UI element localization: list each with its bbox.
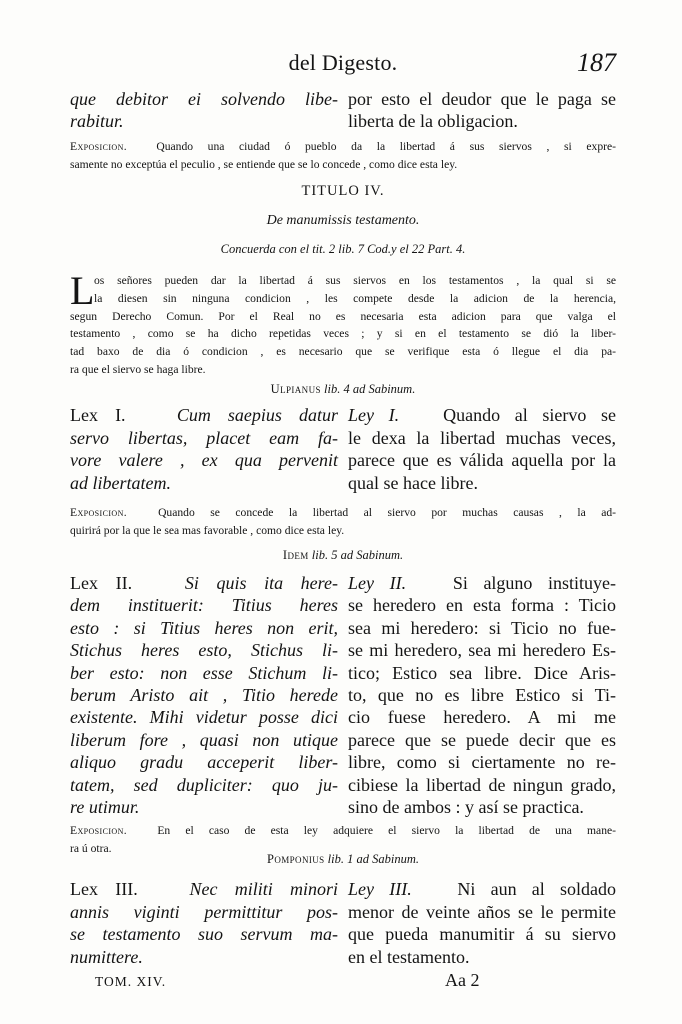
- spanish-line: le dexa la libertad muchas veces,: [348, 427, 616, 448]
- spanish-line: tico; Estico sea libre. Dice Aris-: [348, 662, 616, 683]
- source-author: Ulpianus: [270, 382, 321, 396]
- running-title: del Digesto.: [288, 50, 398, 75]
- intro-line: testamento , como se ha dicho repetidas veces ; y si en el testamento se dió la liber-: [70, 327, 616, 341]
- source-reference: [70, 548, 616, 563]
- spanish-line: menor de veinte años se le permite: [348, 901, 616, 922]
- latin-line: ad libertatem.: [70, 472, 171, 493]
- spanish-line: cio fuese heredero. A mi me: [348, 707, 616, 728]
- spanish-column: [348, 878, 616, 968]
- spanish-line: liberta de la obligacion.: [348, 111, 518, 131]
- latin-line: se testamento suo servum ma-: [70, 924, 338, 944]
- law-number: Ley I.: [348, 405, 400, 425]
- exposition-line: ra ú otra.: [70, 841, 112, 855]
- exposition-label: Exposicion.: [70, 506, 128, 519]
- latin-line: berum Aristo ait , Titio herede: [70, 685, 338, 706]
- exposition-label: Exposicion.: [70, 824, 128, 837]
- section-heading: TITULO IV.: [301, 183, 385, 199]
- latin-line: Lex II. Si quis ita here-: [70, 573, 338, 593]
- latin-line: vore valere , ex qua pervenit: [70, 450, 338, 470]
- page-number: 187: [577, 48, 616, 77]
- latin-line: liberum fore , quasi non utique: [70, 729, 338, 750]
- source-reference: [70, 382, 616, 397]
- latin-line: Stichus heres esto, Stichus li-: [70, 640, 338, 661]
- latin-line: tatem, sed dupliciter: quo ju-: [70, 774, 338, 795]
- exposition-line: Exposicion. En el caso de esta ley adquiere el siervo la libertad de una mane-: [70, 824, 617, 837]
- intro-line: segun Derecho Comun. Por el Real no es necesaria esta adicion para que valga el: [70, 309, 616, 323]
- spanish-line: en el testamento.: [348, 946, 470, 967]
- spanish-line: se heredero en esta forma : Ticio: [348, 595, 616, 616]
- latin-line: esto : si Titius heres non erit,: [70, 617, 338, 638]
- source-work: lib. 5 ad Sabinum.: [311, 548, 404, 562]
- spanish-line: cibiese la libertad de ningun grado,: [348, 774, 616, 795]
- exposition: [70, 138, 616, 173]
- latin-column: [70, 404, 338, 494]
- latin-line: existente. Mihi videtur posse dici: [70, 707, 338, 728]
- latin-line: que debitor ei solvendo libe-: [70, 89, 338, 109]
- spanish-line: parece que es válida aquella por la: [348, 450, 616, 470]
- volume-marker: TOM. XIV.: [95, 974, 167, 989]
- spanish-line: Ley I. Quando al siervo se: [348, 405, 617, 425]
- top-continuation: [70, 88, 616, 132]
- latin-line: servo libertas, placet eam fa-: [70, 427, 338, 448]
- latin-line: ber esto: non esse Stichum li-: [70, 662, 338, 683]
- spanish-line: por esto el deudor que le paga se: [348, 89, 616, 109]
- spanish-line: Ley III. Ni aun al soldado: [348, 879, 616, 899]
- latin-line: annis viginti permittitur pos-: [70, 901, 338, 922]
- latin-line: numittere.: [70, 946, 143, 967]
- spanish-line: libre, como si ciertamente no re-: [348, 752, 616, 773]
- intro-paragraph: [70, 268, 616, 379]
- latin-column: [70, 88, 338, 132]
- drop-cap: L: [70, 268, 95, 313]
- section-subtitle: De manumissis testamento.: [266, 213, 420, 228]
- spanish-column: [348, 88, 616, 132]
- latin-column: [70, 878, 338, 968]
- latin-line: re utimur.: [70, 797, 140, 818]
- source-reference: [70, 852, 616, 867]
- spanish-line: parece que se puede decir que es: [348, 729, 616, 750]
- latin-line: dem instituerit: Titius heres: [70, 595, 338, 616]
- exposition-line: Exposicion. Quando se concede la libertad al siervo por muchas causas , la ad-: [70, 506, 617, 519]
- spanish-line: que pueda manumitir á su siervo: [348, 924, 616, 944]
- law-number: Lex III.: [70, 879, 138, 899]
- signature-mark: Aa 2: [445, 970, 480, 990]
- spanish-column: [348, 572, 616, 818]
- latin-column: [70, 572, 338, 818]
- running-head: [70, 50, 616, 80]
- law-number: Ley III.: [348, 879, 412, 899]
- spanish-line: qual se hace libre.: [348, 472, 478, 493]
- exposition-line: samente no exceptúa el peculio , se entiende que se lo concede , como dice esta ley.: [70, 157, 458, 171]
- spanish-line: sea mi heredero: si Ticio no fue-: [348, 617, 616, 638]
- latin-line: aliquo gradu acceperit liber-: [70, 752, 338, 773]
- spanish-line: se mi heredero, sea mi heredero Es-: [348, 640, 616, 661]
- intro-line: os señores pueden dar la libertad á sus siervos en los testamentos , la qual si se: [94, 274, 616, 287]
- intro-line: la diesen sin ninguna condicion , les compete desde la adicion de la herencia,: [94, 291, 616, 305]
- source-author: Idem: [282, 548, 309, 562]
- concordance-note: Concuerda con el tit. 2 lib. 7 Cod.y el 22 Part. 4.: [220, 242, 466, 256]
- latin-line: Lex I. Cum saepius datur: [70, 405, 338, 425]
- lex-3: [70, 878, 616, 968]
- lex-1: [70, 404, 616, 494]
- lex-2: [70, 572, 616, 818]
- law-number: Lex I.: [70, 405, 126, 425]
- latin-line: rabitur.: [70, 111, 124, 131]
- law-number: Lex II.: [70, 573, 133, 593]
- exposition-line: Exposicion. Quando una ciudad ó pueblo da la libertad á sus siervos , si expre-: [70, 140, 616, 153]
- law-number: Ley II.: [348, 573, 407, 593]
- source-author: Pomponius: [266, 852, 325, 866]
- spanish-line: to, que no es libre Estico si Ti-: [348, 685, 616, 706]
- exposition-label: Exposicion.: [70, 140, 128, 153]
- source-work: lib. 4 ad Sabinum.: [324, 382, 416, 396]
- exposition-line: quirirá por la que le sea mas favorable , como dice esta ley.: [70, 523, 345, 537]
- source-work: lib. 1 ad Sabinum.: [327, 852, 419, 866]
- spanish-column: [348, 404, 616, 494]
- intro-line: ra que el siervo se haga libre.: [70, 362, 206, 376]
- spanish-line: Ley II. Si alguno instituye-: [348, 573, 617, 593]
- intro-line: tad baxo de dia ó condicion , es necesario que se verifique esta ó llegue el dia pa-: [70, 345, 616, 359]
- latin-line: Lex III. Nec militi minori: [70, 879, 339, 899]
- exposition: [70, 504, 616, 539]
- spanish-line: sino de ambos : y así se practica.: [348, 797, 584, 818]
